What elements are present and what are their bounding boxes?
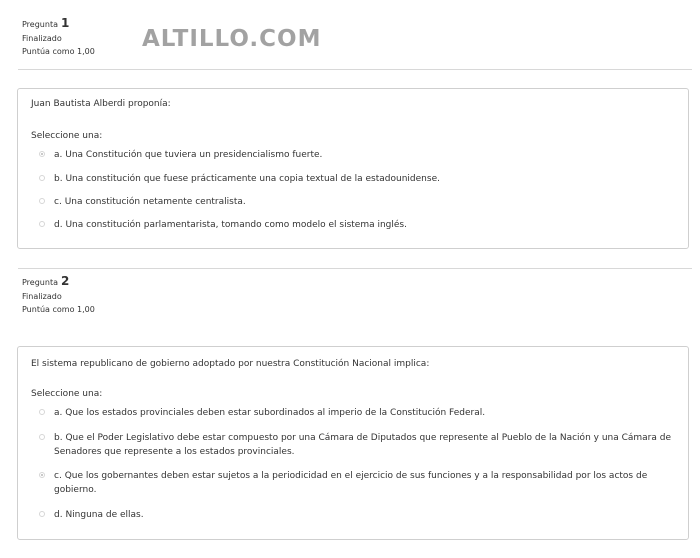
option-letter: c. bbox=[54, 197, 62, 207]
select-prompt: Seleccione una: bbox=[31, 131, 103, 141]
divider bbox=[18, 268, 692, 269]
question-number: 2 bbox=[60, 274, 70, 288]
question-text: El sistema republicano de gobierno adoptado por nuestra Constitución Nacional implica: bbox=[31, 359, 430, 369]
option-letter: b. bbox=[54, 433, 63, 443]
radio-button[interactable] bbox=[39, 434, 45, 440]
radio-button[interactable] bbox=[39, 221, 45, 227]
question-score: Puntúa como 1,00 bbox=[22, 305, 95, 314]
question-2-info bbox=[22, 272, 95, 316]
radio-button[interactable] bbox=[39, 175, 45, 181]
option-text: Una constitución netamente centralista. bbox=[64, 197, 246, 207]
question-1-card bbox=[17, 88, 689, 249]
option-text: Que los gobernantes deben estar sujetos a la periodicidad en el ejercicio de sus funciones y a la responsabilidad por los actos de gobierno. bbox=[54, 471, 648, 495]
option-text: Una constitución que fuese prácticamente una copia textual de la estadounidense. bbox=[65, 174, 440, 184]
option-text: Ninguna de ellas. bbox=[65, 510, 144, 520]
radio-button[interactable] bbox=[39, 151, 45, 157]
option-text: Que los estados provinciales deben estar subordinados al imperio de la Constitución Federal. bbox=[65, 408, 486, 418]
option-letter: c. bbox=[54, 471, 62, 481]
option-letter: a. bbox=[54, 408, 63, 418]
question-score: Puntúa como 1,00 bbox=[22, 47, 95, 56]
question-number: 1 bbox=[60, 16, 70, 30]
option-c[interactable] bbox=[40, 469, 672, 497]
watermark: ALTILLO.COM bbox=[142, 26, 322, 52]
question-2-card bbox=[17, 346, 689, 540]
question-state: Finalizado bbox=[22, 34, 62, 43]
option-letter: d. bbox=[54, 220, 63, 230]
option-b[interactable] bbox=[40, 431, 672, 459]
option-letter: a. bbox=[54, 150, 63, 160]
question-state: Finalizado bbox=[22, 292, 62, 301]
option-d[interactable] bbox=[40, 508, 672, 522]
option-d[interactable] bbox=[40, 218, 672, 232]
option-a[interactable] bbox=[40, 148, 672, 162]
radio-button[interactable] bbox=[39, 198, 45, 204]
radio-button[interactable] bbox=[39, 472, 45, 478]
radio-button[interactable] bbox=[39, 511, 45, 517]
radio-button[interactable] bbox=[39, 409, 45, 415]
option-c[interactable] bbox=[40, 195, 672, 209]
question-text: Juan Bautista Alberdi proponía: bbox=[31, 99, 171, 109]
option-text: Una Constitución que tuviera un presidencialismo fuerte. bbox=[65, 150, 323, 160]
option-letter: b. bbox=[54, 174, 63, 184]
question-1-info bbox=[22, 14, 95, 58]
option-text: Una constitución parlamentarista, tomando como modelo el sistema inglés. bbox=[65, 220, 407, 230]
select-prompt: Seleccione una: bbox=[31, 389, 103, 399]
question-label: Pregunta bbox=[22, 278, 58, 287]
option-letter: d. bbox=[54, 510, 63, 520]
option-a[interactable] bbox=[40, 406, 672, 420]
option-b[interactable] bbox=[40, 172, 672, 186]
option-text: Que el Poder Legislativo debe estar compuesto por una Cámara de Diputados que represente al Pueblo de la Nación y una Cámara de Senadores que represente a los estados provinciales. bbox=[54, 433, 672, 457]
question-label: Pregunta bbox=[22, 20, 58, 29]
divider bbox=[18, 69, 692, 70]
